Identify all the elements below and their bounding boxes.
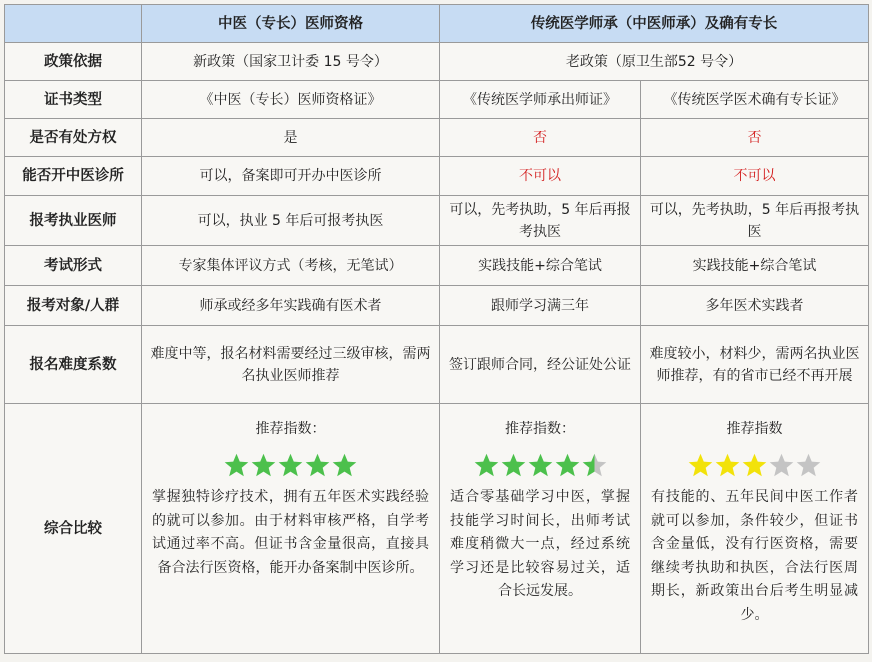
row-label: 报考执业医师 <box>5 196 142 246</box>
header-col2: 传统医学师承（中医师承）及确有专长 <box>440 5 869 43</box>
comparison-table <box>4 4 869 654</box>
recommend-label: 推荐指数： <box>505 421 575 437</box>
cell: 新政策（国家卫计委 15 号令） <box>142 43 440 81</box>
cell: 实践技能+综合笔试 <box>440 246 641 286</box>
cell: 是 <box>142 119 440 157</box>
row-label: 考试形式 <box>5 246 142 286</box>
cell: 可以，先考执助，5 年后再报考执医 <box>440 196 641 246</box>
cell: 不可以 <box>641 157 869 196</box>
header-col1: 中医（专长）医师资格 <box>142 5 440 43</box>
star-icon <box>795 452 822 479</box>
cell: 多年医术实践者 <box>641 286 869 326</box>
cell: 难度中等，报名材料需要经过三级审核，需两名执业医师推荐 <box>142 326 440 404</box>
cell: 专家集体评议方式（考核，无笔试） <box>142 246 440 286</box>
cell: 签订跟师合同，经公证处公证 <box>440 326 641 404</box>
cell: 跟师学习满三年 <box>440 286 641 326</box>
cell: 难度较小，材料少，需两名执业医师推荐，有的省市已经不再开展 <box>641 326 869 404</box>
cell: 可以，先考执助，5 年后再报考执医 <box>641 196 869 246</box>
row-form <box>5 246 869 286</box>
row-label: 报名难度系数 <box>5 326 142 404</box>
cell: 否 <box>440 119 641 157</box>
star-icon <box>500 452 527 479</box>
row-label: 能否开中医诊所 <box>5 157 142 196</box>
cell: 《中医（专长）医师资格证》 <box>142 81 440 119</box>
cell: 《传统医学医术确有专长证》 <box>641 81 869 119</box>
cell: 可以，执业 5 年后可报考执医 <box>142 196 440 246</box>
star-icon <box>223 452 250 479</box>
star-icon <box>581 452 608 479</box>
row-label: 证书类型 <box>5 81 142 119</box>
overall-description: 掌握独特诊疗技术，拥有五年医术实践经验的就可以参加。由于材料审核严格，自学考试通过率不高。但证书含金量很高，直接具备合法行医资格，能开办备案制中医诊所。 <box>152 489 429 576</box>
cell: 《传统医学师承出师证》 <box>440 81 641 119</box>
star-icon <box>331 452 358 479</box>
overall-description: 有技能的、五年民间中医工作者就可以参加，条件较少，但证书含金量低，没有行医资格，需要继续考执助和执医，合法行医周期长，新政策出台后考生明显减少。 <box>651 489 858 623</box>
row-label: 综合比较 <box>5 404 142 654</box>
star-icon <box>768 452 795 479</box>
recommend-label: 推荐指数： <box>255 421 326 437</box>
row-target <box>5 286 869 326</box>
star-icon <box>527 452 554 479</box>
overall-cell-2 <box>440 404 641 654</box>
row-difficulty <box>5 326 869 404</box>
star-icon <box>714 452 741 479</box>
corner-cell <box>5 5 142 43</box>
star-icon <box>250 452 277 479</box>
star-icon <box>741 452 768 479</box>
cell: 实践技能+综合笔试 <box>641 246 869 286</box>
star-icon <box>304 452 331 479</box>
star-icon <box>473 452 500 479</box>
row-label: 政策依据 <box>5 43 142 81</box>
row-rx <box>5 119 869 157</box>
overall-cell-3 <box>641 404 869 654</box>
star-icon <box>554 452 581 479</box>
cell: 不可以 <box>440 157 641 196</box>
cell: 老政策（原卫生部52 号令） <box>440 43 869 81</box>
row-label: 是否有处方权 <box>5 119 142 157</box>
star-icon <box>687 452 714 479</box>
overall-cell-1 <box>142 404 440 654</box>
cell: 师承或经多年实践确有医术者 <box>142 286 440 326</box>
recommend-label: 推荐指数 <box>726 421 783 437</box>
cell: 可以，备案即可开办中医诊所 <box>142 157 440 196</box>
row-policy <box>5 43 869 81</box>
overall-description: 适合零基础学习中医，掌握技能学习时间长，出师考试难度稍微大一点，经过系统学习还是比较容易过关，适合长远发展。 <box>450 489 630 599</box>
rating-stars <box>651 452 858 482</box>
rating-stars <box>152 452 429 482</box>
row-clinic <box>5 157 869 196</box>
row-label: 报考对象/人群 <box>5 286 142 326</box>
star-icon <box>277 452 304 479</box>
header-row <box>5 5 869 43</box>
row-exam <box>5 196 869 246</box>
cell: 否 <box>641 119 869 157</box>
row-cert <box>5 81 869 119</box>
row-overall <box>5 404 869 654</box>
rating-stars <box>450 452 630 482</box>
